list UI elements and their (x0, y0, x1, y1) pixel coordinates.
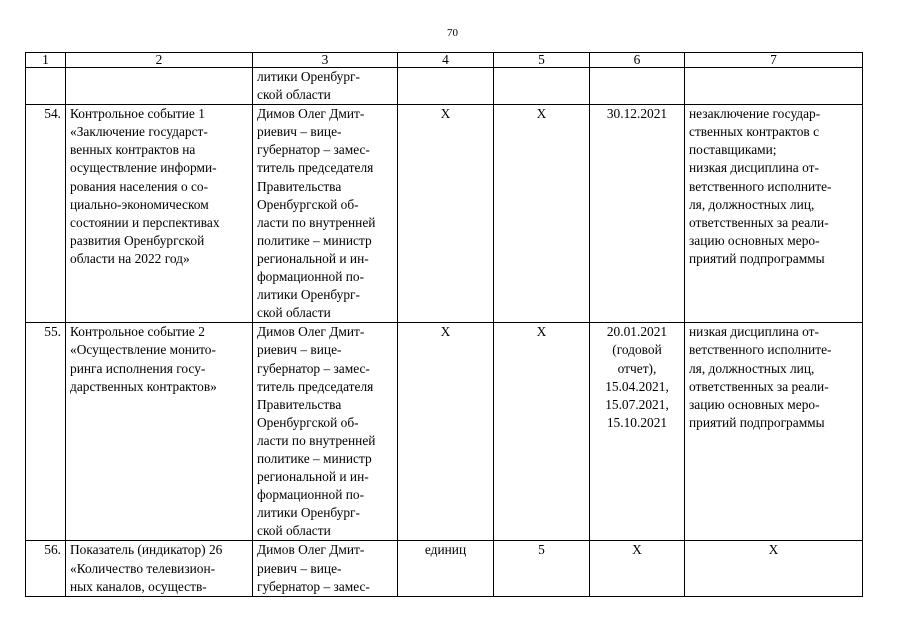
responsible-person-cell (253, 541, 398, 597)
col-5-value: X (494, 323, 590, 541)
table-row (26, 105, 863, 323)
row-number: 56. (26, 541, 66, 597)
header-row (26, 53, 863, 68)
col-5-value: X (494, 105, 590, 323)
header-col-2: 2 (66, 53, 253, 68)
page-number: 70 (447, 27, 458, 39)
continuation-row (26, 68, 863, 105)
col-7-value: X (685, 541, 863, 597)
header-col-7: 7 (685, 53, 863, 68)
col-4-value: X (398, 323, 494, 541)
col-4-value: единиц (398, 541, 494, 597)
event-name: Показатель (индикатор) 26 «Количество телевизион- ных каналов, осуществ- (70, 542, 223, 594)
continuation-col-7 (685, 68, 863, 105)
deadline-date: 30.12.2021 (590, 105, 685, 323)
responsible-person: Димов Олег Дмит- риевич – вице- губернатор – замес- титель председателя Правительства Оренбургской об- ласти по внутренней политике – министр региональной и ин- формационной по- литики Оренбург- ской области (253, 105, 398, 323)
table-row (26, 323, 863, 541)
continuation-col-3: литики Оренбург- ской области (253, 68, 398, 105)
header-col-5: 5 (494, 53, 590, 68)
col-4-value: X (398, 105, 494, 323)
continuation-col-4 (398, 68, 494, 105)
responsible-person: Димов Олег Дмит- риевич – вице- губернатор – замес- титель председателя Правительства Оренбургской об- ласти по внутренней политике – министр региональной и ин- формационной по- литики Оренбург- ской области (253, 323, 398, 541)
risks-text: низкая дисциплина от- ветственного исполните- ля, должностных лиц, ответственных за реали- зацию основных меро- приятий подпрограммы (685, 323, 863, 541)
table-row (26, 541, 863, 597)
event-name: Контрольное событие 1 «Заключение государст- венных контрактов на осуществление информи- рования населения о со- циально-экономическом состоянии и перспективах развития Оренбургской области на 2022 год» (66, 105, 253, 323)
risks-text: незаключение государ- ственных контрактов с поставщиками; низкая дисциплина от- ветственного исполните- ля, должностных лиц, ответственных за реали- зацию основных меро- приятий подпрограммы (685, 105, 863, 323)
responsible-person: Димов Олег Дмит- риевич – вице- губернатор – замес- (257, 542, 370, 594)
event-name: Контрольное событие 2 «Осуществление монито- ринга исполнения госу- дарственных контрактов» (66, 323, 253, 541)
continuation-col-1 (26, 68, 66, 105)
header-col-6: 6 (590, 53, 685, 68)
event-name-cell (66, 541, 253, 597)
continuation-col-5 (494, 68, 590, 105)
continuation-col-2 (66, 68, 253, 105)
continuation-col-6 (590, 68, 685, 105)
col-5-value: 5 (494, 541, 590, 597)
control-events-table (25, 52, 863, 597)
header-col-4: 4 (398, 53, 494, 68)
col-6-value: X (590, 541, 685, 597)
row-number: 55. (26, 323, 66, 541)
deadline-date: 20.01.2021 (годовой отчет), 15.04.2021, 15.07.2021, 15.10.2021 (590, 323, 685, 541)
row-number: 54. (26, 105, 66, 323)
header-col-3: 3 (253, 53, 398, 68)
header-col-1: 1 (26, 53, 66, 68)
